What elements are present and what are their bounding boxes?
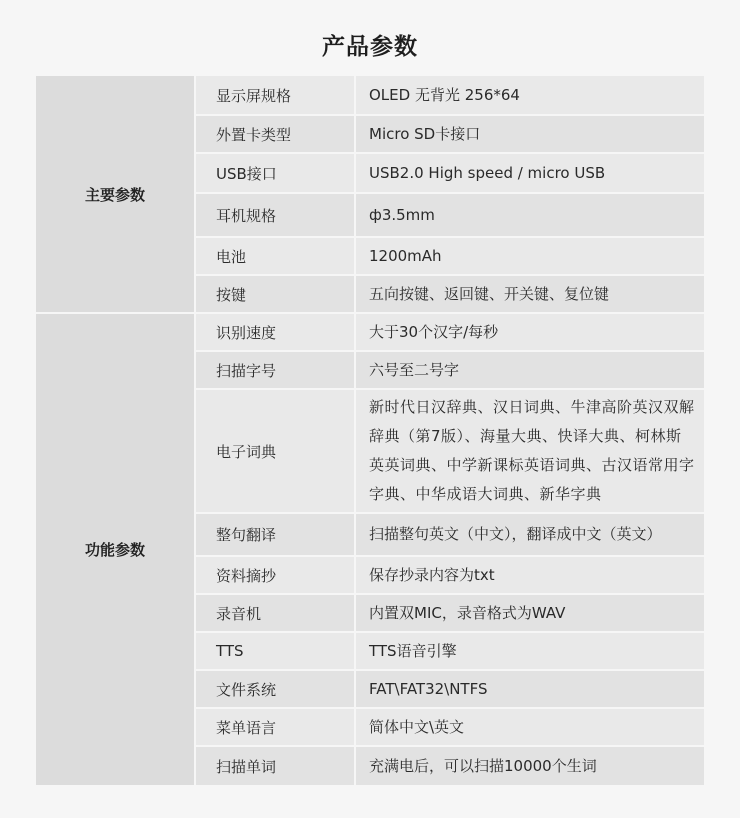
spec-row bbox=[196, 557, 704, 595]
group-label: 功能参数 bbox=[36, 314, 196, 785]
spec-key: 电池 bbox=[196, 238, 356, 274]
spec-row bbox=[196, 595, 704, 633]
spec-key: 文件系统 bbox=[196, 671, 356, 707]
spec-row bbox=[196, 390, 704, 514]
spec-key: 电子词典 bbox=[196, 390, 356, 512]
page-title: 产品参数 bbox=[322, 34, 418, 60]
spec-row bbox=[196, 154, 704, 194]
spec-row bbox=[196, 671, 704, 709]
spec-value: Micro SD卡接口 bbox=[356, 116, 704, 152]
spec-key: 录音机 bbox=[196, 595, 356, 631]
group-rows bbox=[196, 76, 704, 312]
spec-row bbox=[196, 314, 704, 352]
spec-key: 按键 bbox=[196, 276, 356, 312]
spec-value: 新时代日汉辞典、汉日词典、牛津高阶英汉双解辞典（第7版）、海量大典、快译大典、柯林斯英英词典、中学新课标英语词典、古汉语常用字字典、中华成语大词典、新华字典 bbox=[356, 390, 704, 512]
spec-key: 耳机规格 bbox=[196, 194, 356, 236]
spec-row bbox=[196, 76, 704, 116]
spec-group-function bbox=[36, 314, 704, 787]
spec-value: ф3.5mm bbox=[356, 194, 704, 236]
spec-value: 充满电后，可以扫描10000个生词 bbox=[356, 747, 704, 785]
group-rows bbox=[196, 314, 704, 785]
spec-table bbox=[36, 76, 704, 787]
spec-key: 资料摘抄 bbox=[196, 557, 356, 593]
spec-row bbox=[196, 116, 704, 154]
spec-key: 识别速度 bbox=[196, 314, 356, 350]
spec-value: FAT\FAT32\NTFS bbox=[356, 671, 704, 707]
spec-value: 保存抄录内容为txt bbox=[356, 557, 704, 593]
spec-group-main bbox=[36, 76, 704, 314]
spec-row bbox=[196, 747, 704, 785]
spec-key: 整句翻译 bbox=[196, 514, 356, 555]
spec-row bbox=[196, 352, 704, 390]
spec-key: 菜单语言 bbox=[196, 709, 356, 745]
spec-value: 六号至二号字 bbox=[356, 352, 704, 388]
spec-key: 外置卡类型 bbox=[196, 116, 356, 152]
group-label: 主要参数 bbox=[36, 76, 196, 312]
spec-value: TTS语音引擎 bbox=[356, 633, 704, 669]
spec-row bbox=[196, 633, 704, 671]
spec-key: USB接口 bbox=[196, 154, 356, 192]
spec-key: 显示屏规格 bbox=[196, 76, 356, 114]
spec-row bbox=[196, 709, 704, 747]
spec-value: 内置双MIC，录音格式为WAV bbox=[356, 595, 704, 631]
spec-row bbox=[196, 238, 704, 276]
spec-value: 五向按键、返回键、开关键、复位键 bbox=[356, 276, 704, 312]
spec-key: 扫描单词 bbox=[196, 747, 356, 785]
spec-value: OLED 无背光 256*64 bbox=[356, 76, 704, 114]
spec-value: 简体中文\英文 bbox=[356, 709, 704, 745]
spec-row bbox=[196, 276, 704, 312]
spec-value: 大于30个汉字/每秒 bbox=[356, 314, 704, 350]
spec-value: 1200mAh bbox=[356, 238, 704, 274]
spec-value: 扫描整句英文（中文），翻译成中文（英文） bbox=[356, 514, 704, 555]
spec-value: USB2.0 High speed / micro USB bbox=[356, 154, 704, 192]
spec-row bbox=[196, 194, 704, 238]
spec-key: 扫描字号 bbox=[196, 352, 356, 388]
spec-row bbox=[196, 514, 704, 557]
spec-key: TTS bbox=[196, 633, 356, 669]
